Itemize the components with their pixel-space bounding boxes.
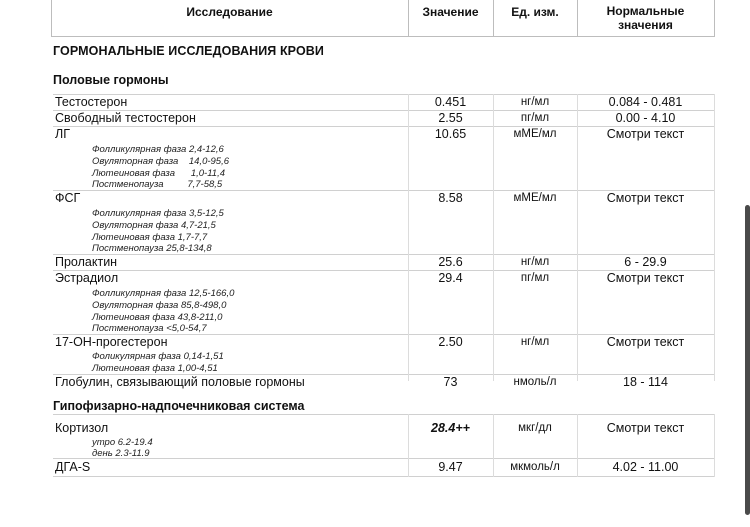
row-norm: Смотри текст <box>606 271 685 285</box>
header-norm-line1: Нормальные <box>606 4 685 18</box>
phase-range: Лютеиновая фаза 43,8-211,0 <box>92 312 223 323</box>
row-name: Эстрадиол <box>55 271 119 285</box>
divider <box>51 0 52 37</box>
row-unit: мкг/дл <box>518 422 552 434</box>
row-value: 2.55 <box>438 111 463 125</box>
table-header <box>51 0 714 36</box>
phase-range: Фолликулярная фаза 3,5-12,5 <box>92 208 224 219</box>
row-unit: мкмоль/л <box>510 461 560 473</box>
row-value: 9.47 <box>438 460 463 474</box>
row-value: 29.4 <box>438 271 463 285</box>
row-unit: мМЕ/мл <box>513 192 557 204</box>
divider <box>53 414 715 415</box>
phase-range: Лютеиновая фаза 1,00-4,51 <box>92 363 218 374</box>
group-title-sex-hormones: Половые гормоны <box>53 73 169 87</box>
row-norm: Смотри текст <box>606 421 685 435</box>
row-name: ЛГ <box>55 127 70 141</box>
phase-range: Овуляторная фаза 14,0-95,6 <box>92 156 230 167</box>
row-unit: нг/мл <box>520 96 550 108</box>
phase-range: Фолликулярная фаза 12,5-166,0 <box>92 288 235 299</box>
row-value: 25.6 <box>438 255 463 269</box>
header-value: Значение <box>422 5 479 19</box>
row-name: Пролактин <box>55 255 118 269</box>
divider <box>714 414 715 477</box>
row-name: 17-ОН-прогестерон <box>55 335 168 349</box>
phase-range: Постменопауза 25,8-134,8 <box>92 243 212 254</box>
section-title: ГОРМОНАЛЬНЫЕ ИССЛЕДОВАНИЯ КРОВИ <box>53 44 324 58</box>
divider <box>51 36 715 37</box>
row-name: Свободный тестостерон <box>55 111 196 125</box>
row-value: 10.65 <box>434 127 467 141</box>
header-norm <box>577 0 714 40</box>
row-value: 73 <box>443 375 458 389</box>
row-name: Тестостерон <box>55 95 128 109</box>
row-norm: Смотри текст <box>606 127 685 141</box>
divider <box>577 0 578 37</box>
row-norm: 6 - 29.9 <box>624 255 667 269</box>
row-norm: Смотри текст <box>606 191 685 205</box>
phase-range: Лютеиновая фаза 1,0-11,4 <box>92 168 225 179</box>
row-norm: 4.02 - 11.00 <box>612 460 679 474</box>
scrollbar[interactable] <box>745 205 750 515</box>
phase-range: Постменопауза 7,7-58,5 <box>92 179 223 190</box>
phase-range: Фолликулярная фаза 2,4-12,6 <box>92 144 224 155</box>
phase-range: Лютеиновая фаза 1,7-7,7 <box>92 232 208 243</box>
row-name: ДГА-S <box>55 460 91 474</box>
divider <box>493 0 494 37</box>
row-norm: 0.084 - 0.481 <box>608 95 683 109</box>
row-value: 8.58 <box>438 191 463 205</box>
divider <box>53 476 715 477</box>
row-unit: нг/мл <box>520 336 550 348</box>
phase-range: утро 6.2-19.4 <box>92 437 153 448</box>
row-unit: нг/мл <box>520 256 550 268</box>
divider <box>714 0 715 37</box>
row-unit: пг/мл <box>520 112 550 124</box>
row-norm: 18 - 114 <box>623 375 668 389</box>
divider <box>408 0 409 37</box>
row-norm: Смотри текст <box>606 335 685 349</box>
header-norm-line2: значения <box>618 18 673 32</box>
header-unit: Ед. изм. <box>511 5 559 19</box>
phase-range: Постменопауза <5,0-54,7 <box>92 323 207 334</box>
phase-range: Фоликулярная фаза 0,14-1,51 <box>92 351 224 362</box>
header-test: Исследование <box>186 5 273 19</box>
divider <box>714 94 715 381</box>
row-name: Кортизол <box>55 421 109 435</box>
row-value-flagged: 28.4++ <box>431 421 470 435</box>
row-unit: мМЕ/мл <box>513 128 557 140</box>
row-name: ФСГ <box>55 191 81 205</box>
group-title-pituitary-adrenal: Гипофизарно-надпочечниковая система <box>53 399 305 413</box>
divider <box>53 458 715 459</box>
phase-range: день 2.3-11.9 <box>92 448 150 459</box>
phase-range: Овуляторная фаза 4,7-21,5 <box>92 220 216 231</box>
row-norm: 0.00 - 4.10 <box>615 111 676 125</box>
phase-range: Овуляторная фаза 85,8-498,0 <box>92 300 227 311</box>
row-value: 0.451 <box>434 95 467 109</box>
row-value: 2.50 <box>438 335 463 349</box>
row-name: Глобулин, связывающий половые гормоны <box>55 375 305 389</box>
row-unit: пг/мл <box>520 272 550 284</box>
row-unit: нмоль/л <box>513 376 557 388</box>
